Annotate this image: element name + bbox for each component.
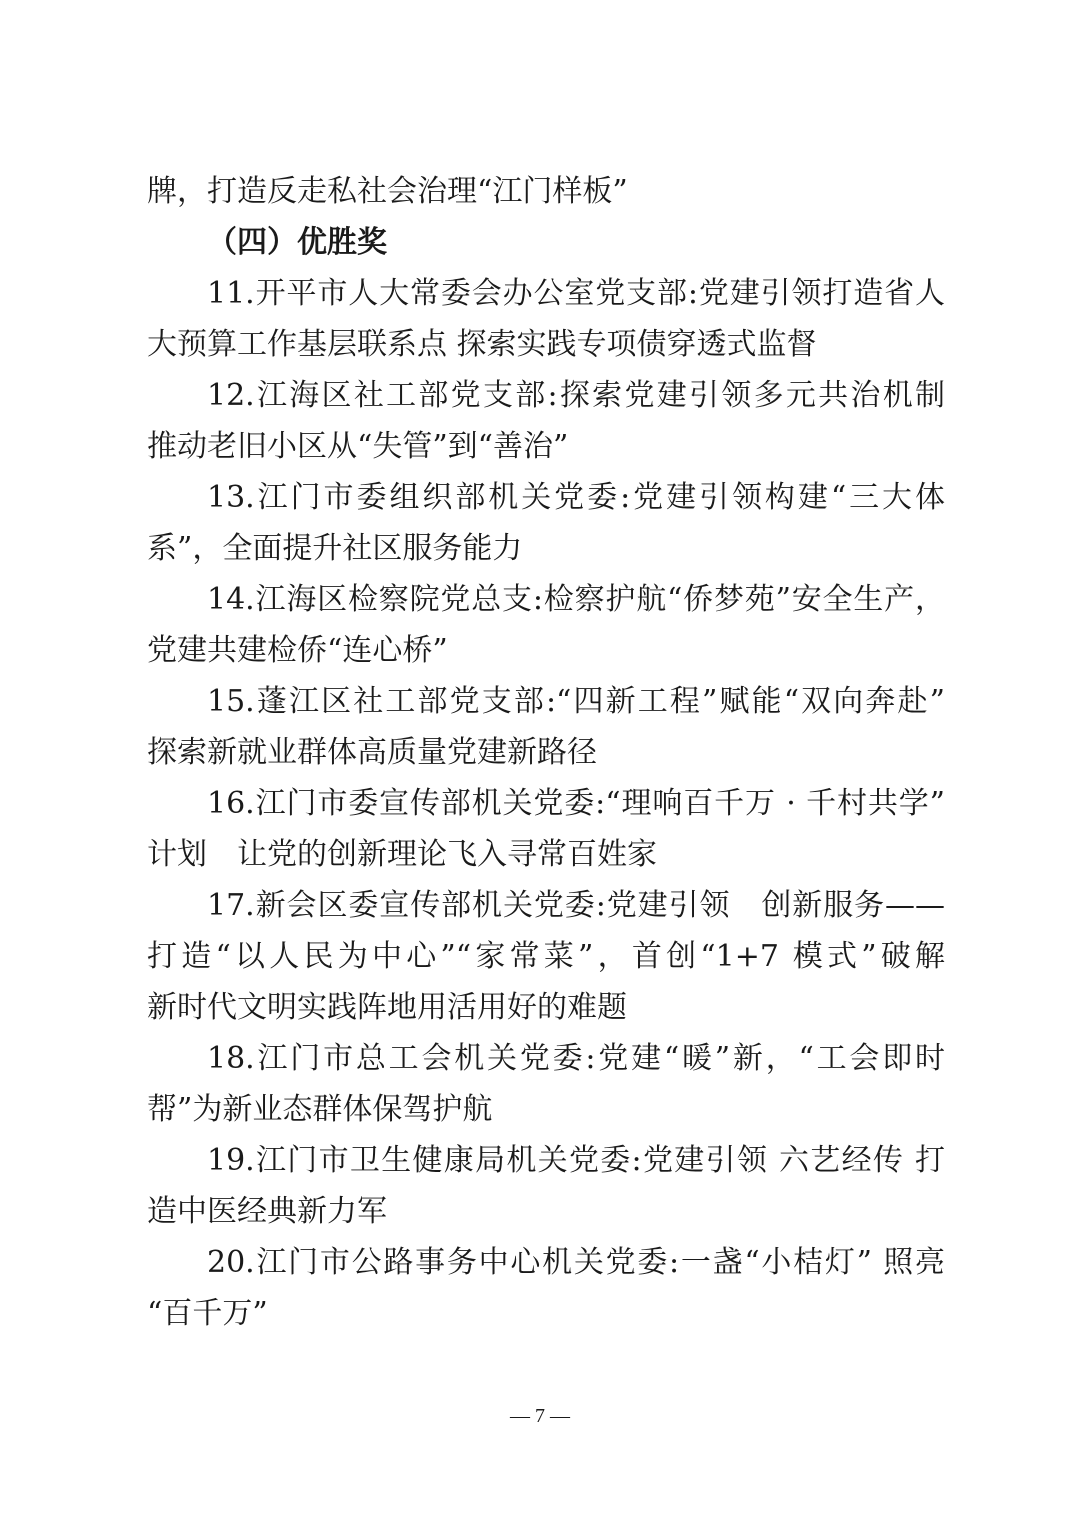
award-item-17: 17.新会区委宣传部机关党委:党建引领 创新服务—— <box>207 888 945 923</box>
paragraph-line: 牌，打造反走私社会治理“江门样板” <box>147 174 628 209</box>
award-item-19: 19.江门市卫生健康局机关党委:党建引领 六艺经传 打 <box>207 1143 945 1178</box>
award-item-19-cont: 造中医经典新力军 <box>147 1194 387 1229</box>
award-item-16: 16.江门市委宣传部机关党委:“理响百千万 · 千村共学” <box>207 786 945 821</box>
award-item-17-cont-2: 新时代文明实践阵地用活用好的难题 <box>147 990 627 1025</box>
award-item-16-cont: 计划 让党的创新理论飞入寻常百姓家 <box>147 837 657 872</box>
award-item-20: 20.江门市公路事务中心机关党委:一盏“小桔灯” 照亮 <box>207 1245 945 1280</box>
award-item-14: 14.江海区检察院党总支:检察护航“侨梦苑”安全生产， <box>207 582 945 617</box>
award-item-20-cont: “百千万” <box>147 1296 268 1331</box>
award-item-12-cont: 推动老旧小区从“失管”到“善治” <box>147 429 569 464</box>
award-item-15-cont: 探索新就业群体高质量党建新路径 <box>147 735 597 770</box>
page-number: — 7 — <box>510 1405 570 1427</box>
award-item-12: 12.江海区社工部党支部:探索党建引领多元共治机制 <box>207 378 945 413</box>
award-item-13: 13.江门市委组织部机关党委:党建引领构建“三大体 <box>207 480 945 515</box>
award-item-17-cont: 打造“以人民为中心”“家常菜”，首创“1+7 模式”破解 <box>147 939 945 974</box>
award-item-11-cont: 大预算工作基层联系点 探索实践专项债穿透式监督 <box>147 327 817 362</box>
award-item-11: 11.开平市人大常委会办公室党支部:党建引领打造省人 <box>207 276 945 311</box>
award-item-18-cont: 帮”为新业态群体保驾护航 <box>147 1092 493 1127</box>
award-item-18: 18.江门市总工会机关党委:党建“暖”新，“工会即时 <box>207 1041 945 1076</box>
award-item-15: 15.蓬江区社工部党支部:“四新工程”赋能“双向奔赴” <box>207 684 945 719</box>
award-item-14-cont: 党建共建检侨“连心桥” <box>147 633 448 668</box>
award-item-13-cont: 系”，全面提升社区服务能力 <box>147 531 523 566</box>
section-heading: （四）优胜奖 <box>207 225 387 260</box>
